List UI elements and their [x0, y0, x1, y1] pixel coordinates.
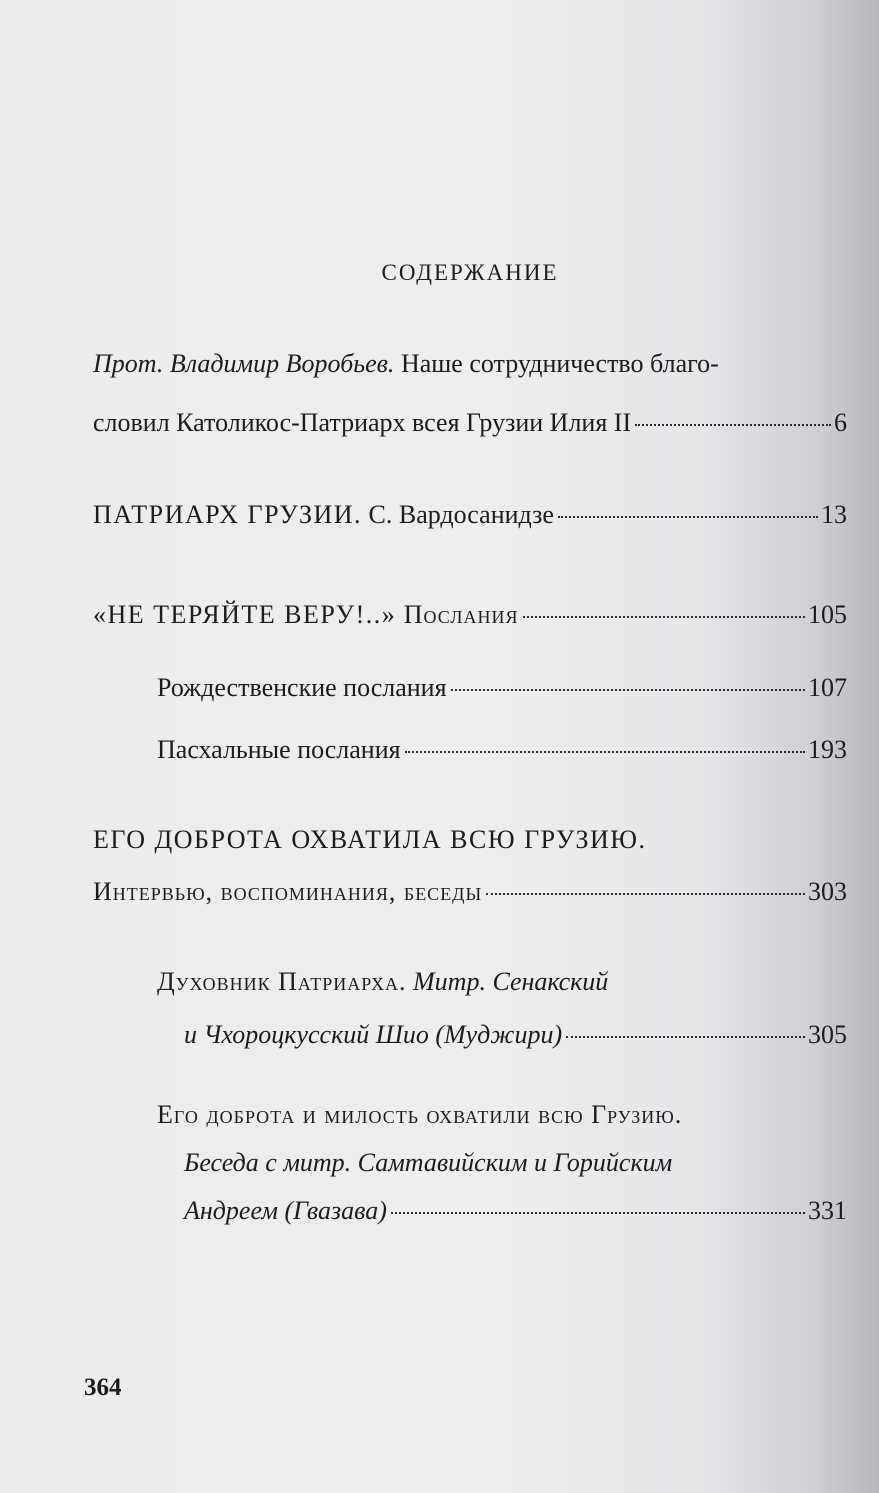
toc-entry-6-section: ЕГО ДОБРОТА ОХВАТИЛА ВСЮ ГРУЗИЮ.: [93, 825, 647, 854]
toc-entry-8-line3[interactable]: [184, 1196, 847, 1226]
toc-entry-7-author-start: Митр. Сенакский: [406, 967, 609, 996]
toc-entry-7-title: Духовник Патриарха.: [157, 967, 407, 996]
toc-entry-1-author: Прот. Владимир Воробьев.: [93, 349, 395, 378]
toc-entry-6-line1: [93, 825, 847, 855]
dot-leader: [451, 689, 805, 691]
toc-entry-6-line2[interactable]: [93, 877, 847, 907]
toc-entry-5-title: Пасхальные послания: [157, 735, 401, 764]
toc-entry-8-subtitle-start: Беседа с митр. Самтавийским и Горийским: [184, 1148, 673, 1177]
toc-entry-3-section: «НЕ ТЕРЯЙТЕ ВЕРУ!..»: [93, 600, 397, 629]
toc-entry-3-subtitle: Послания: [396, 600, 519, 629]
toc-entry-6-subtitle: Интервью, воспоминания, беседы: [93, 877, 483, 906]
toc-entry-7-line1: [157, 967, 847, 997]
toc-entry-8-line1: [157, 1100, 847, 1130]
dot-leader: [486, 893, 805, 895]
toc-entry-3-page: 105: [808, 600, 847, 629]
toc-entry-1-line1: [93, 349, 847, 379]
toc-entry-1-title-end: словил Католикос-Патриарх всея Грузии Илия II: [93, 408, 632, 437]
toc-entry-8-line2: [184, 1148, 847, 1178]
toc-entry-6-page: 303: [808, 877, 847, 906]
toc-entry-1-title-start: Наше сотрудничество благо-: [394, 349, 719, 378]
toc-entry-2-page: 13: [821, 500, 847, 529]
toc-entry-2-section: ПАТРИАРХ ГРУЗИИ.: [93, 500, 363, 529]
toc-entry-5-page: 193: [808, 735, 847, 764]
dot-leader: [566, 1036, 805, 1038]
page-title: содержание: [381, 252, 559, 288]
toc-entry-8-page: 331: [808, 1196, 847, 1225]
toc-entry-3[interactable]: [93, 600, 847, 630]
toc-entry-1-line2[interactable]: [93, 408, 847, 438]
toc-entry-7-author-end: и Чхороцкусский Шио (Муджири): [184, 1020, 563, 1049]
dot-leader: [523, 616, 806, 618]
toc-entry-2[interactable]: [93, 500, 847, 530]
toc-entry-4[interactable]: [157, 673, 847, 703]
toc-entry-1-page: 6: [834, 408, 847, 437]
toc-entry-5[interactable]: [157, 735, 847, 765]
toc-entry-4-page: 107: [808, 673, 847, 702]
toc-entry-7-line2[interactable]: [184, 1020, 847, 1050]
dot-leader: [405, 751, 805, 753]
toc-entry-7-page: 305: [808, 1020, 847, 1049]
dot-leader: [391, 1212, 805, 1214]
toc-entry-8-subtitle-end: Андреем (Гвазава): [184, 1196, 387, 1225]
toc-entry-2-author: С. Вардосанидзе: [362, 500, 554, 529]
page-number: 364: [84, 1374, 122, 1401]
toc-entry-4-title: Рождественские послания: [157, 673, 447, 702]
dot-leader: [635, 424, 831, 426]
dot-leader: [558, 516, 818, 518]
toc-entry-8-title: Его доброта и милость охватили всю Грузию.: [157, 1100, 683, 1129]
